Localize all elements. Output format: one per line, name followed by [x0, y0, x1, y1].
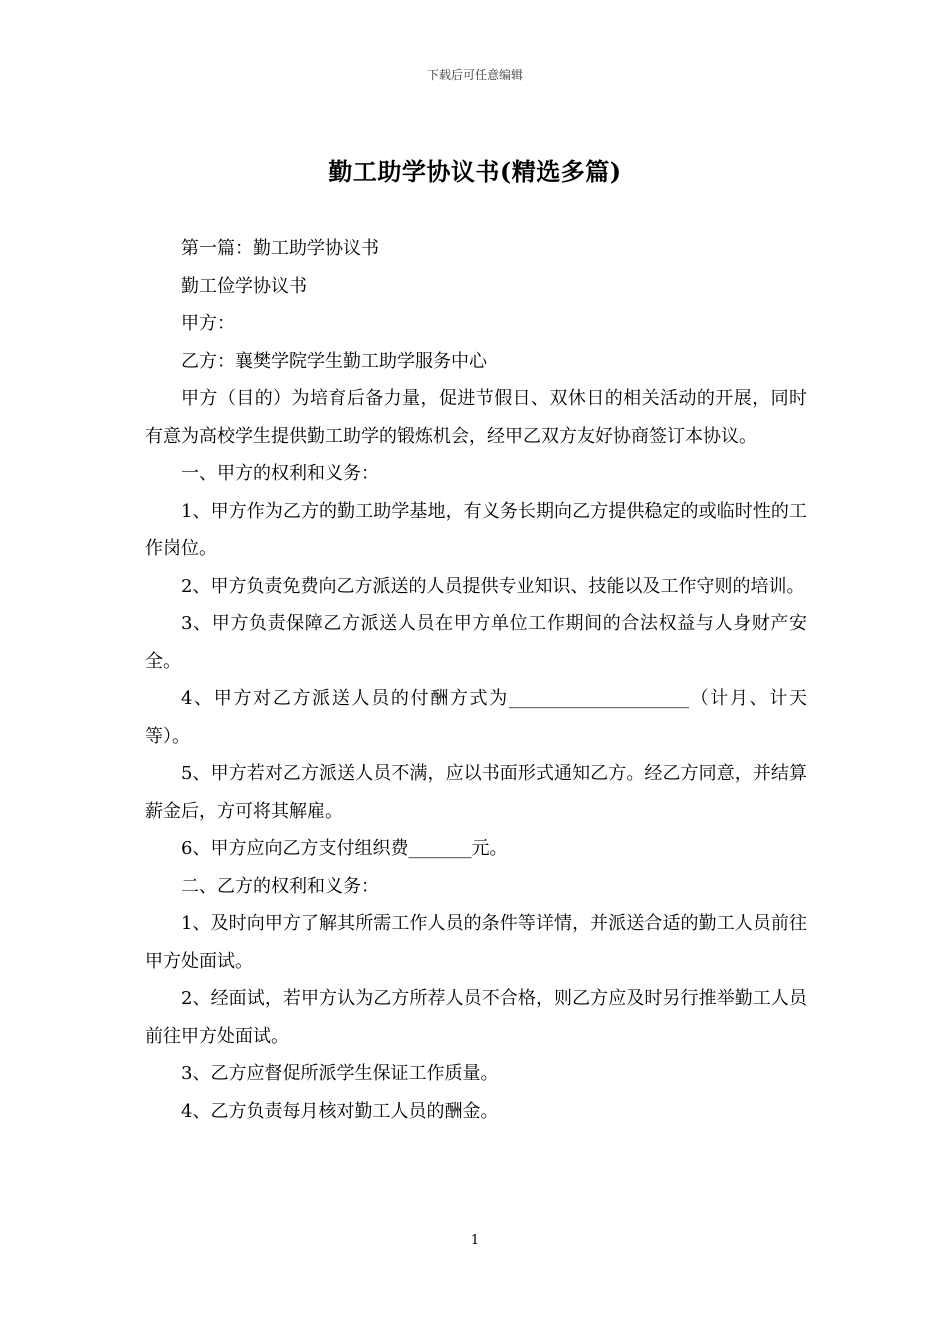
clause-b-2: 2、经面试，若甲方认为乙方所荐人员不合格，则乙方应及时另行推举勤工人员前往甲方处面试。	[145, 988, 807, 1047]
clause-a-5: 5、甲方若对乙方派送人员不满，应以书面形式通知乙方。经乙方同意，并结算薪金后，方可将其解雇。	[145, 763, 807, 822]
agreement-name: 勤工俭学协议书	[181, 275, 307, 297]
clause-a-4: 4、甲方对乙方派送人员的付酬方式为____________________（计月、计天等）。	[145, 688, 807, 747]
party-b-line: 乙方：襄樊学院学生勤工助学服务中心	[181, 350, 487, 372]
page-number: 1	[470, 1233, 480, 1248]
clause-a-6: 6、甲方应向乙方支付组织费_______元。	[181, 838, 508, 859]
clause-b-1: 1、及时向甲方了解其所需工作人员的条件等详情，并派送合适的勤工人员前往甲方处面试。	[145, 913, 807, 972]
clause-b-3: 3、乙方应督促所派学生保证工作质量。	[181, 1063, 499, 1084]
document-title: 勤工助学协议书(精选多篇)	[328, 157, 622, 186]
header-note: 下载后可任意编辑	[426, 68, 523, 82]
clause-a-3: 3、甲方负责保障乙方派送人员在甲方单位工作期间的合法权益与人身财产安全。	[145, 613, 807, 672]
clause-a-2: 2、甲方负责免费向乙方派送的人员提供专业知识、技能以及工作守则的培训。	[181, 575, 805, 597]
section-heading-party-b: 二、乙方的权利和义务：	[181, 875, 379, 897]
section-heading-party-a: 一、甲方的权利和义务：	[181, 463, 379, 484]
party-a-line: 甲方：	[181, 313, 235, 334]
purpose-paragraph: 甲方（目的）为培育后备力量，促进节假日、双休日的相关活动的开展，同时有意为高校学生提供勤工助学的锻炼机会，经甲乙双方友好协商签订本协议。	[145, 388, 807, 447]
section-heading: 第一篇：勤工助学协议书	[181, 238, 379, 259]
document-body	[145, 230, 807, 1130]
clause-b-4: 4、乙方负责每月核对勤工人员的酬金。	[181, 1100, 499, 1122]
clause-a-1: 1、甲方作为乙方的勤工助学基地，有义务长期向乙方提供稳定的或临时性的工作岗位。	[145, 500, 807, 559]
